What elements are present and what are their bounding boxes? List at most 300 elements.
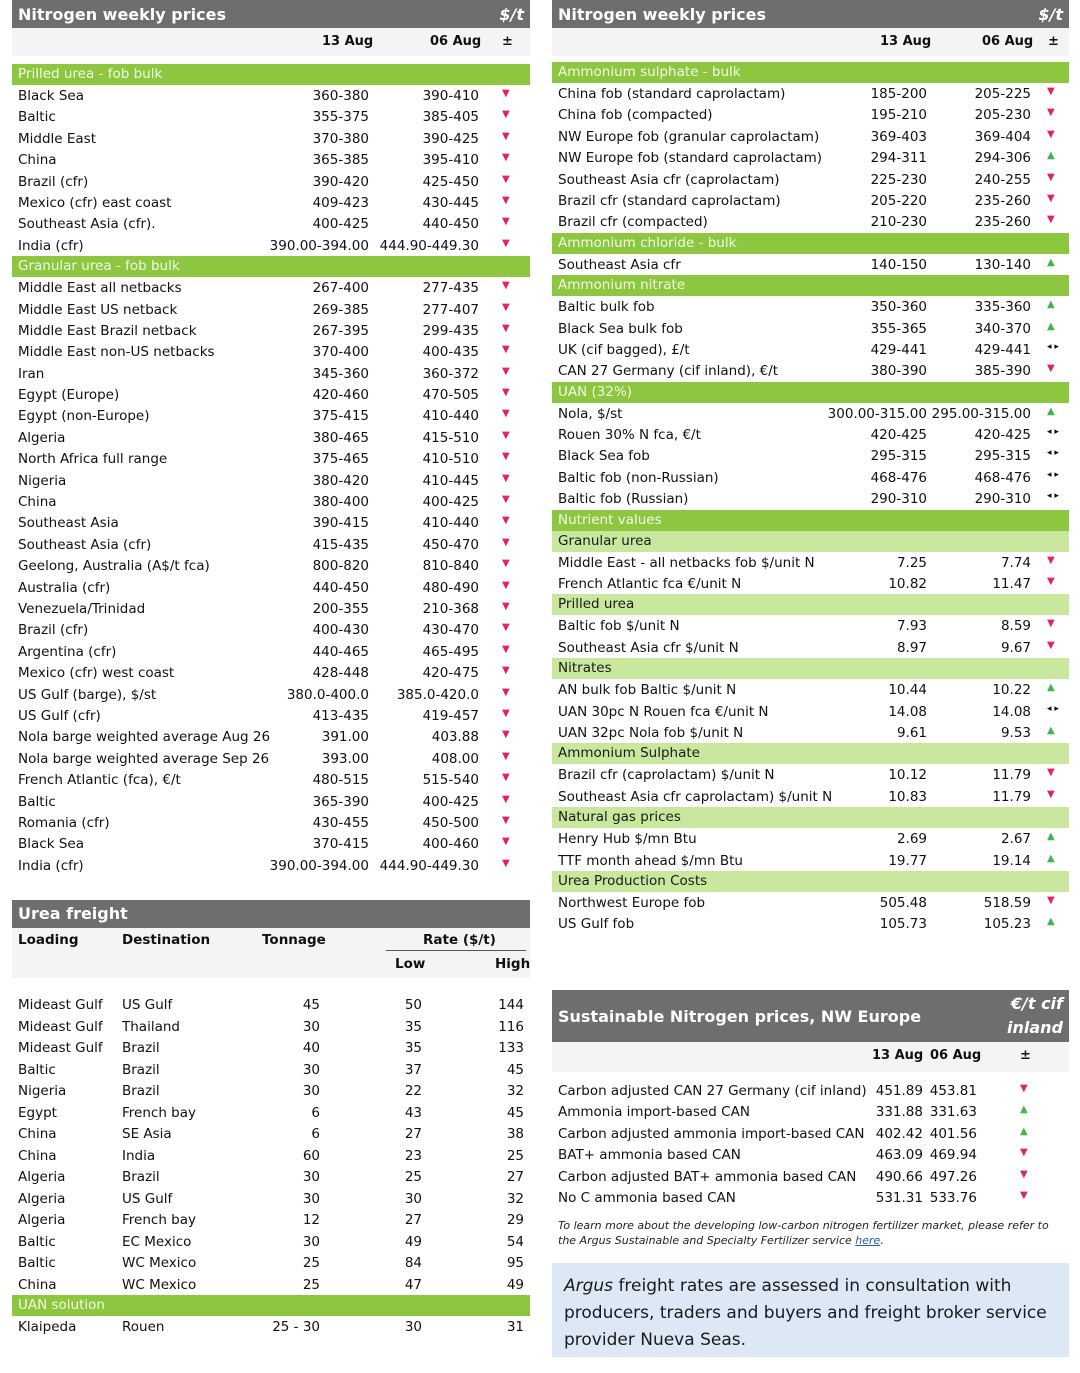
price-row — [12, 427, 530, 448]
row-label: US Gulf (barge), $/st — [18, 686, 157, 703]
up-arrow-icon: ▲ — [1047, 724, 1055, 736]
value-previous: 19.14 — [992, 852, 1031, 869]
down-arrow-icon: ▼ — [1047, 86, 1055, 97]
sustainable-date2: 06 Aug — [930, 1048, 982, 1063]
freight-low: 47 — [404, 1276, 422, 1293]
price-row — [12, 213, 530, 234]
sustainable-date1: 13 Aug — [872, 1048, 924, 1063]
freight-destination: Thailand — [122, 1018, 180, 1035]
value-previous: 7.74 — [1000, 554, 1031, 571]
down-arrow-icon: ▼ — [502, 322, 510, 334]
down-arrow-icon: ▼ — [502, 387, 510, 399]
price-row — [552, 850, 1069, 871]
value-current: 10.82 — [888, 576, 927, 593]
value-previous: 294-306 — [974, 150, 1031, 167]
value-previous: 340-370 — [974, 320, 1031, 337]
value-current: 400-430 — [312, 622, 369, 639]
price-row — [552, 126, 1069, 147]
down-arrow-icon: ▼ — [502, 365, 510, 377]
down-arrow-icon: ▼ — [1047, 894, 1055, 906]
down-arrow-icon: ▼ — [502, 280, 510, 292]
value-current: 375-465 — [312, 451, 369, 468]
down-arrow-icon: ▼ — [502, 707, 510, 719]
price-row — [552, 1080, 1069, 1101]
freight-row — [12, 994, 530, 1016]
left-price-table — [12, 64, 530, 876]
note-end: . — [880, 1234, 884, 1248]
row-label: AN bulk fob Baltic $/unit N — [558, 682, 737, 699]
value-current: 267-400 — [312, 280, 369, 297]
up-arrow-icon: ▲ — [1020, 1125, 1028, 1137]
section-header: Ammonium Sulphate — [552, 743, 1069, 764]
row-label: Middle East non-US netbacks — [18, 344, 215, 361]
value-previous: 533.76 — [929, 1189, 977, 1206]
value-current: 19.77 — [888, 852, 927, 869]
note-text: To learn more about the developing low-carbon nitrogen fertilizer market, please refer to the Argus Sustainable and Specialty Fertilizer service — [558, 1219, 1049, 1248]
value-current: 380-400 — [312, 494, 369, 511]
value-previous: 410-440 — [422, 515, 479, 532]
freight-destination: India — [122, 1147, 156, 1164]
freight-tonnage: 45 — [302, 997, 320, 1013]
value-current: 380-390 — [870, 363, 927, 380]
freight-row — [12, 1059, 530, 1081]
value-previous: 390-410 — [422, 88, 479, 104]
value-previous: 515-540 — [422, 772, 479, 789]
value-current: 295-315 — [870, 448, 927, 465]
value-previous: 385-390 — [974, 363, 1031, 380]
row-label: Middle East all netbacks — [18, 280, 182, 297]
row-label: Southeast Asia cfr $/unit N — [558, 639, 739, 656]
down-arrow-icon: ▼ — [502, 600, 510, 612]
freight-high: 144 — [498, 997, 524, 1013]
value-previous: 9.53 — [1000, 724, 1031, 741]
freight-destination: Brazil — [122, 1040, 160, 1056]
col-loading: Loading — [18, 932, 79, 948]
uan-loading: Klaipeda — [18, 1319, 77, 1335]
value-current: 391.00 — [321, 729, 369, 746]
price-row — [552, 913, 1069, 934]
row-label: Black Sea — [18, 88, 84, 104]
value-current: 402.42 — [875, 1125, 923, 1142]
price-row — [12, 448, 530, 469]
row-label: Southeast Asia (cfr). — [18, 216, 156, 233]
value-previous: 10.22 — [992, 682, 1031, 699]
value-current: 200-355 — [312, 600, 369, 617]
info-brand: Argus — [564, 1276, 614, 1296]
up-arrow-icon: ▲ — [1047, 831, 1055, 843]
price-row — [12, 277, 530, 298]
uan-tonnage: 25 - 30 — [272, 1319, 320, 1335]
value-current: 390.00-394.00 — [269, 237, 369, 254]
section-header: UAN (32%) — [552, 382, 1069, 403]
price-row — [552, 1187, 1069, 1208]
down-arrow-icon: ▼ — [502, 558, 510, 570]
section-header: Nitrates — [552, 658, 1069, 679]
unchanged-arrows-icon: ◂ ▸ — [1047, 469, 1059, 480]
value-previous: 9.67 — [1000, 639, 1031, 656]
value-current: 420-425 — [870, 427, 927, 444]
price-row — [12, 341, 530, 362]
sustainable-unit-line2: inland — [1007, 1018, 1063, 1037]
price-row — [552, 701, 1069, 722]
value-previous: 235-260 — [974, 214, 1031, 231]
row-label: Venezuela/Trinidad — [18, 600, 146, 617]
value-previous: 401.56 — [929, 1125, 977, 1142]
row-label: French Atlantic fca €/unit N — [558, 576, 742, 593]
freight-loading: Egypt — [18, 1104, 57, 1121]
left-date1: 13 Aug — [322, 34, 374, 49]
sustainable-unit-line1: €/t cif — [1010, 994, 1063, 1013]
freight-loading: China — [18, 1147, 57, 1164]
up-arrow-icon: ▲ — [1020, 1104, 1028, 1116]
value-previous: 468-476 — [974, 469, 1031, 486]
right-date1: 13 Aug — [880, 34, 932, 49]
row-label: Brazil (cfr) — [18, 622, 89, 639]
value-current: 400-425 — [312, 216, 369, 233]
info-box — [552, 1263, 1069, 1357]
value-current: 2.69 — [896, 831, 927, 848]
freight-column-header — [12, 928, 530, 978]
value-previous: 205-230 — [974, 107, 1031, 124]
down-arrow-icon: ▼ — [1020, 1168, 1028, 1180]
row-label: Argentina (cfr) — [18, 643, 117, 660]
freight-tonnage: 30 — [302, 1061, 320, 1078]
value-previous: 518.59 — [983, 894, 1031, 911]
row-label: No C ammonia based CAN — [558, 1189, 736, 1206]
value-previous: 400-435 — [422, 344, 479, 361]
freight-row — [12, 1166, 530, 1188]
value-previous: 429-441 — [974, 341, 1031, 358]
value-current: 294-311 — [870, 150, 927, 167]
price-row — [12, 833, 530, 854]
unchanged-arrows-icon: ◂ ▸ — [1047, 448, 1059, 459]
down-arrow-icon: ▼ — [502, 130, 510, 142]
value-current: 375-415 — [312, 408, 369, 425]
down-arrow-icon: ▼ — [502, 729, 510, 741]
value-previous: 450-470 — [422, 536, 479, 553]
freight-high: 25 — [506, 1147, 524, 1164]
down-arrow-icon: ▼ — [1047, 128, 1055, 140]
value-previous: 11.79 — [992, 767, 1031, 784]
value-previous: 14.08 — [992, 703, 1031, 720]
price-row — [552, 488, 1069, 509]
down-arrow-icon: ▼ — [502, 643, 510, 655]
down-arrow-icon: ▼ — [502, 750, 510, 762]
value-current: 531.31 — [875, 1189, 923, 1206]
price-row — [12, 705, 530, 726]
down-arrow-icon: ▼ — [1047, 767, 1055, 779]
freight-row — [12, 1123, 530, 1145]
down-arrow-icon: ▼ — [1047, 107, 1055, 119]
freight-row — [12, 1252, 530, 1274]
price-row — [12, 855, 530, 876]
row-label: Rouen 30% N fca, €/t — [558, 427, 701, 444]
unchanged-arrows-icon: ◂ ▸ — [1047, 427, 1059, 438]
value-current: 267-395 — [312, 322, 369, 339]
freight-loading: China — [18, 1276, 57, 1293]
value-current: 7.25 — [896, 554, 927, 571]
value-current: 331.88 — [875, 1104, 923, 1121]
value-current: 350-360 — [870, 299, 927, 316]
row-label: Southeast Asia (cfr) — [18, 536, 152, 553]
value-previous: 235-260 — [974, 192, 1031, 209]
row-label: Baltic — [18, 793, 56, 810]
freight-loading: Mideast Gulf — [18, 997, 103, 1013]
price-row — [12, 235, 530, 256]
down-arrow-icon: ▼ — [502, 88, 510, 99]
freight-loading: China — [18, 1126, 57, 1142]
freight-row — [12, 1016, 530, 1038]
freight-destination: WC Mexico — [122, 1276, 197, 1293]
value-previous: 430-470 — [422, 622, 479, 639]
price-row — [552, 190, 1069, 211]
down-arrow-icon: ▼ — [502, 686, 510, 698]
value-previous: 2.67 — [1000, 831, 1031, 848]
freight-tonnage: 30 — [302, 1083, 320, 1099]
freight-destination: Brazil — [122, 1083, 160, 1099]
value-previous: 277-407 — [422, 301, 479, 318]
freight-destination: WC Mexico — [122, 1255, 197, 1271]
value-current: 420-460 — [312, 387, 369, 404]
value-previous: 420-475 — [422, 665, 479, 682]
col-high: High — [495, 956, 531, 972]
value-current: 380-420 — [312, 472, 369, 489]
freight-high: 133 — [498, 1040, 524, 1056]
unchanged-arrows-icon: ◂ ▸ — [1047, 703, 1059, 714]
value-previous: 205-225 — [974, 86, 1031, 102]
sustainable-table — [552, 990, 1069, 1248]
row-label: Baltic — [18, 109, 56, 126]
freight-high: 95 — [506, 1255, 524, 1271]
value-current: 429-441 — [870, 341, 927, 358]
up-arrow-icon: ▲ — [1047, 682, 1055, 694]
down-arrow-icon: ▼ — [502, 515, 510, 527]
value-previous: 465-495 — [422, 643, 479, 660]
down-arrow-icon: ▼ — [1020, 1189, 1028, 1201]
freight-low: 22 — [404, 1083, 422, 1099]
value-previous: 453.81 — [929, 1083, 977, 1099]
right-prices-unit: $/t — [1038, 4, 1063, 24]
row-label: Romania (cfr) — [18, 814, 110, 831]
price-row — [12, 619, 530, 640]
value-previous: 400-425 — [422, 494, 479, 511]
price-row — [12, 149, 530, 170]
value-previous: 11.47 — [992, 576, 1031, 593]
price-row — [12, 534, 530, 555]
row-label: TTF month ahead $/mn Btu — [558, 852, 743, 869]
value-previous: 403.88 — [431, 729, 479, 746]
row-label: Baltic fob (Russian) — [558, 491, 689, 508]
price-row — [12, 726, 530, 747]
down-arrow-icon: ▼ — [502, 216, 510, 228]
down-arrow-icon: ▼ — [1047, 171, 1055, 183]
row-label: Nola barge weighted average Aug 26 — [18, 729, 271, 746]
value-previous: 395-410 — [422, 152, 479, 169]
price-row — [12, 791, 530, 812]
section-header: Granular urea - fob bulk — [12, 256, 530, 277]
info-text: freight rates are assessed in consultation with producers, traders and buyers and freight broker service provider Nueva Seas. — [564, 1276, 1047, 1350]
value-previous: 440-450 — [422, 216, 479, 233]
row-label: Brazil cfr (standard caprolactam) — [558, 192, 781, 209]
value-previous: 810-840 — [422, 558, 479, 575]
row-label: Black Sea fob — [558, 448, 650, 465]
left-date2: 06 Aug — [430, 34, 482, 49]
row-label: BAT+ ammonia based CAN — [558, 1147, 741, 1164]
note-link[interactable]: here — [855, 1234, 881, 1248]
value-previous: 360-372 — [422, 365, 479, 382]
value-previous: 290-310 — [974, 491, 1031, 508]
price-row — [552, 339, 1069, 360]
freight-tonnage: 6 — [311, 1126, 320, 1142]
value-previous: 400-460 — [422, 836, 479, 853]
row-label: Southeast Asia — [18, 515, 119, 532]
price-row — [12, 748, 530, 769]
freight-row — [12, 1037, 530, 1059]
value-current: 369-403 — [870, 128, 927, 145]
value-previous: 295.00-315.00 — [931, 405, 1031, 422]
price-row — [552, 211, 1069, 232]
value-current: 8.97 — [896, 639, 927, 656]
freight-low: 35 — [404, 1018, 422, 1035]
freight-low: 49 — [404, 1233, 422, 1250]
value-current: 355-365 — [870, 320, 927, 337]
value-previous: 105.23 — [983, 916, 1031, 933]
price-row — [12, 192, 530, 213]
down-arrow-icon: ▼ — [502, 836, 510, 848]
freight-low: 27 — [404, 1212, 422, 1228]
freight-high: 116 — [498, 1018, 524, 1035]
value-current: 390-415 — [312, 515, 369, 532]
value-previous: 130-140 — [974, 256, 1031, 273]
freight-destination: US Gulf — [122, 1190, 173, 1207]
value-current: 10.12 — [888, 767, 927, 784]
value-current: 409-423 — [312, 194, 369, 211]
row-label: Brazil cfr (compacted) — [558, 214, 708, 231]
value-previous: 240-255 — [974, 171, 1031, 188]
freight-low: 23 — [404, 1147, 422, 1164]
freight-low: 50 — [404, 997, 422, 1013]
freight-low: 37 — [404, 1061, 422, 1078]
freight-high: 29 — [506, 1212, 524, 1228]
down-arrow-icon: ▼ — [502, 301, 510, 313]
freight-row — [12, 1145, 530, 1167]
col-rate: Rate ($/t) — [423, 932, 496, 948]
value-previous: 470-505 — [422, 387, 479, 404]
value-current: 105.73 — [879, 916, 927, 933]
sustainable-date-header — [552, 1042, 1069, 1072]
value-previous: 400-425 — [422, 793, 479, 810]
row-label: CAN 27 Germany (cif inland), €/t — [558, 363, 779, 380]
value-previous: 295-315 — [974, 448, 1031, 465]
row-label: Nola, $/st — [558, 405, 623, 422]
value-current: 370-400 — [312, 344, 369, 361]
price-row — [552, 637, 1069, 658]
value-previous: 420-425 — [974, 427, 1031, 444]
value-current: 505.48 — [879, 894, 927, 911]
value-current: 140-150 — [870, 256, 927, 273]
row-label: NW Europe fob (granular caprolactam) — [558, 128, 820, 145]
value-current: 370-380 — [312, 130, 369, 147]
right-prices-header — [552, 0, 1069, 28]
freight-destination: SE Asia — [122, 1126, 172, 1142]
freight-tonnage: 30 — [302, 1233, 320, 1250]
value-current: 14.08 — [888, 703, 927, 720]
price-row — [552, 104, 1069, 125]
value-previous: 425-450 — [422, 173, 479, 190]
value-current: 440-465 — [312, 643, 369, 660]
freight-loading: Mideast Gulf — [18, 1018, 103, 1035]
value-current: 413-435 — [312, 707, 369, 724]
down-arrow-icon: ▼ — [502, 173, 510, 185]
freight-high: 38 — [506, 1126, 524, 1142]
row-label: Southeast Asia cfr caprolactam) $/unit N — [558, 788, 833, 805]
row-label: Henry Hub $/mn Btu — [558, 831, 697, 848]
value-current: 185-200 — [870, 86, 927, 102]
row-label: Egypt (Europe) — [18, 387, 120, 404]
value-current: 463.09 — [875, 1147, 923, 1164]
down-arrow-icon: ▼ — [502, 814, 510, 826]
freight-tonnage: 25 — [302, 1276, 320, 1293]
left-prices-title: Nitrogen weekly prices — [18, 4, 226, 24]
price-row — [552, 445, 1069, 466]
value-previous: 415-510 — [422, 429, 479, 446]
freight-low: 43 — [404, 1104, 422, 1121]
price-row — [12, 106, 530, 127]
price-row — [552, 892, 1069, 913]
freight-high: 45 — [506, 1104, 524, 1121]
freight-destination: EC Mexico — [122, 1233, 192, 1250]
down-arrow-icon: ▼ — [1047, 576, 1055, 588]
price-row — [552, 147, 1069, 168]
section-header: Urea Production Costs — [552, 871, 1069, 892]
row-label: India (cfr) — [18, 857, 84, 874]
freight-low: 35 — [404, 1040, 422, 1056]
row-label: Middle East US netback — [18, 301, 178, 318]
value-current: 205-220 — [870, 192, 927, 209]
value-current: 380.0-400.0 — [286, 686, 369, 703]
row-label: Ammonia import-based CAN — [558, 1104, 750, 1121]
rate-underline — [386, 950, 526, 951]
value-current: 355-375 — [312, 109, 369, 126]
value-previous: 210-368 — [422, 600, 479, 617]
left-pm: ± — [502, 34, 513, 49]
price-row — [552, 1166, 1069, 1187]
value-current: 800-820 — [312, 558, 369, 575]
value-current: 269-385 — [312, 301, 369, 318]
row-label: UK (cif bagged), £/t — [558, 341, 690, 358]
value-current: 393.00 — [321, 750, 369, 767]
freight-row — [12, 1102, 530, 1124]
value-current: 225-230 — [870, 171, 927, 188]
freight-low: 84 — [404, 1255, 422, 1271]
value-previous: 444.90-449.30 — [379, 237, 479, 254]
price-row — [12, 470, 530, 491]
row-label: China — [18, 152, 57, 169]
value-current: 290-310 — [870, 491, 927, 508]
up-arrow-icon: ▲ — [1047, 299, 1055, 311]
freight-high: 32 — [506, 1190, 524, 1207]
row-label: North Africa full range — [18, 451, 168, 468]
price-row — [12, 812, 530, 833]
value-current: 430-455 — [312, 814, 369, 831]
price-row — [552, 1101, 1069, 1122]
section-header: Natural gas prices — [552, 807, 1069, 828]
row-label: Brazil (cfr) — [18, 173, 89, 190]
value-previous: 450-500 — [422, 814, 479, 831]
row-label: India (cfr) — [18, 237, 84, 254]
freight-destination: Brazil — [122, 1169, 160, 1185]
price-row — [12, 299, 530, 320]
